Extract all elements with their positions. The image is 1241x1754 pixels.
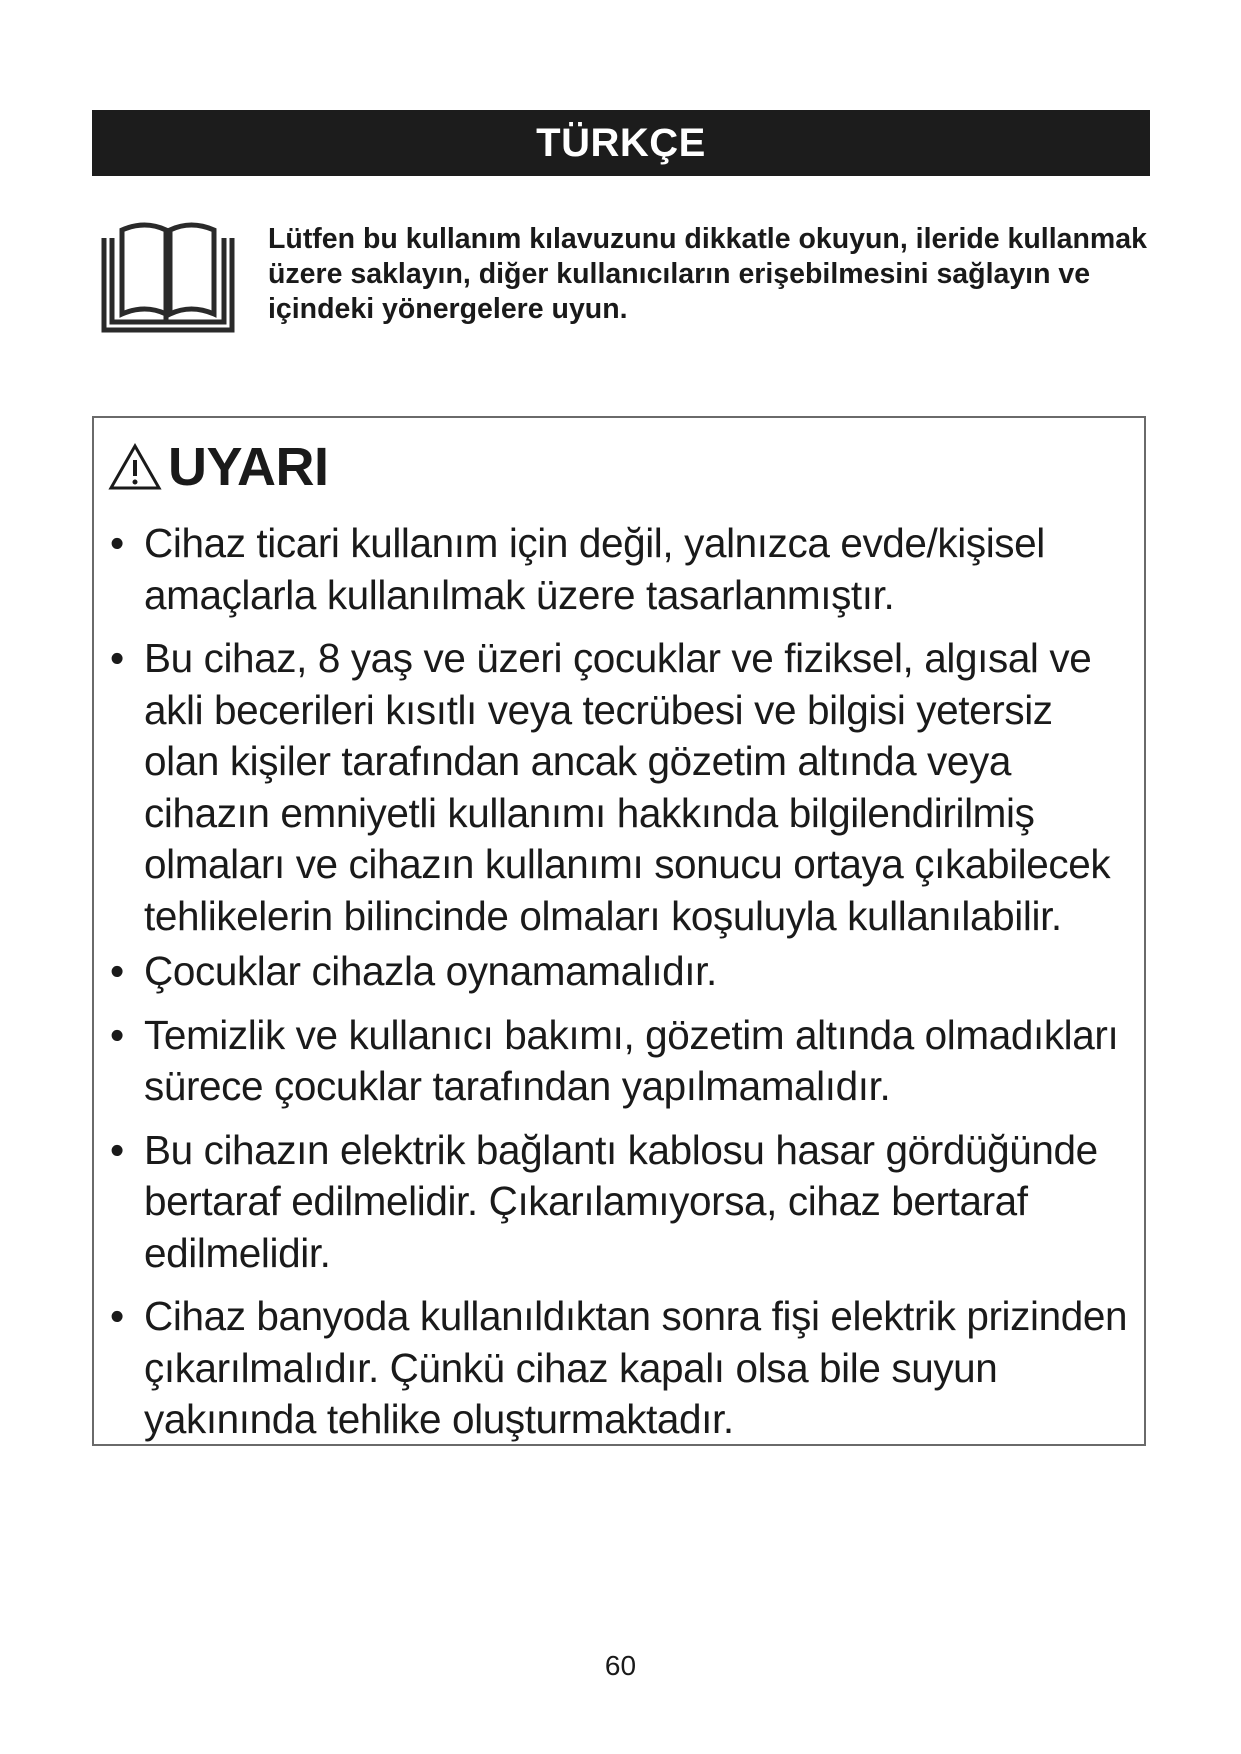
warning-item xyxy=(108,518,1138,621)
bullet-icon: • xyxy=(110,1293,124,1339)
bullet-icon: • xyxy=(110,1126,124,1173)
language-header-bar xyxy=(92,110,1150,176)
warning-item-text: Çocuklar cihazla oynamamalıdır. xyxy=(144,948,717,994)
warning-item xyxy=(108,633,1138,942)
warning-item-text: Temizlik ve kullanıcı bakımı, gözetim altında olmadıkları sürece çocuklar tarafından yapılmamalıdır. xyxy=(144,1011,1119,1109)
warning-title: UYARI xyxy=(168,437,329,497)
warning-box xyxy=(92,416,1146,1446)
bullet-icon: • xyxy=(110,520,124,566)
warning-item-text: Bu cihaz, 8 yaş ve üzeri çocuklar ve fiziksel, algısal ve akli becerileri kısıtlı veya tecrübesi ve bilgisi yetersiz olan kişiler tarafından ancak gözetim altında veya cihazın emniyetli kullanımı hakkında bilgilendirilmiş olmaları ve cihazın kullanımı sonucu ortaya çıkabilecek tehlikelerin bilincinde olmaları koşuluyla kullanılabilir. xyxy=(144,635,1111,939)
warning-heading xyxy=(108,432,329,502)
intro-instructions: Lütfen bu kullanım kılavuzunu dikkatle okuyun, ileride kullanmak üzere saklayın, diğer kullanıcıların erişebilmesini sağlayın ve içindeki yönergelere uyun. xyxy=(268,223,1147,325)
warning-triangle-icon xyxy=(108,442,162,492)
warning-item-text: Bu cihazın elektrik bağlantı kablosu hasar gördüğünde bertaraf edilmelidir. Çıkarılamıyorsa, cihaz bertaraf edilmelidir. xyxy=(144,1126,1098,1276)
warning-item xyxy=(108,946,1138,998)
intro-section xyxy=(100,214,1150,334)
warning-item-text: Cihaz ticari kullanım için değil, yalnızca evde/kişisel amaçlarla kullanılmak üzere tasarlanmıştır. xyxy=(144,520,1045,618)
page-number: 60 xyxy=(604,1650,637,1681)
warning-item-text: Cihaz banyoda kullanıldıktan sonra fişi elektrik prizinden çıkarılmalıdır. Çünkü cihaz kapalı olsa bile suyun yakınında tehlike oluşturmaktadır. xyxy=(144,1293,1128,1442)
warning-item xyxy=(108,1125,1138,1280)
warning-item xyxy=(108,1010,1138,1113)
bullet-icon: • xyxy=(110,1011,124,1058)
warning-item xyxy=(108,1291,1138,1446)
bullet-icon: • xyxy=(110,635,124,681)
language-title: TÜRKÇE xyxy=(536,120,706,165)
warning-list xyxy=(108,518,1138,1458)
open-book-icon xyxy=(100,218,236,334)
bullet-icon: • xyxy=(110,948,124,994)
